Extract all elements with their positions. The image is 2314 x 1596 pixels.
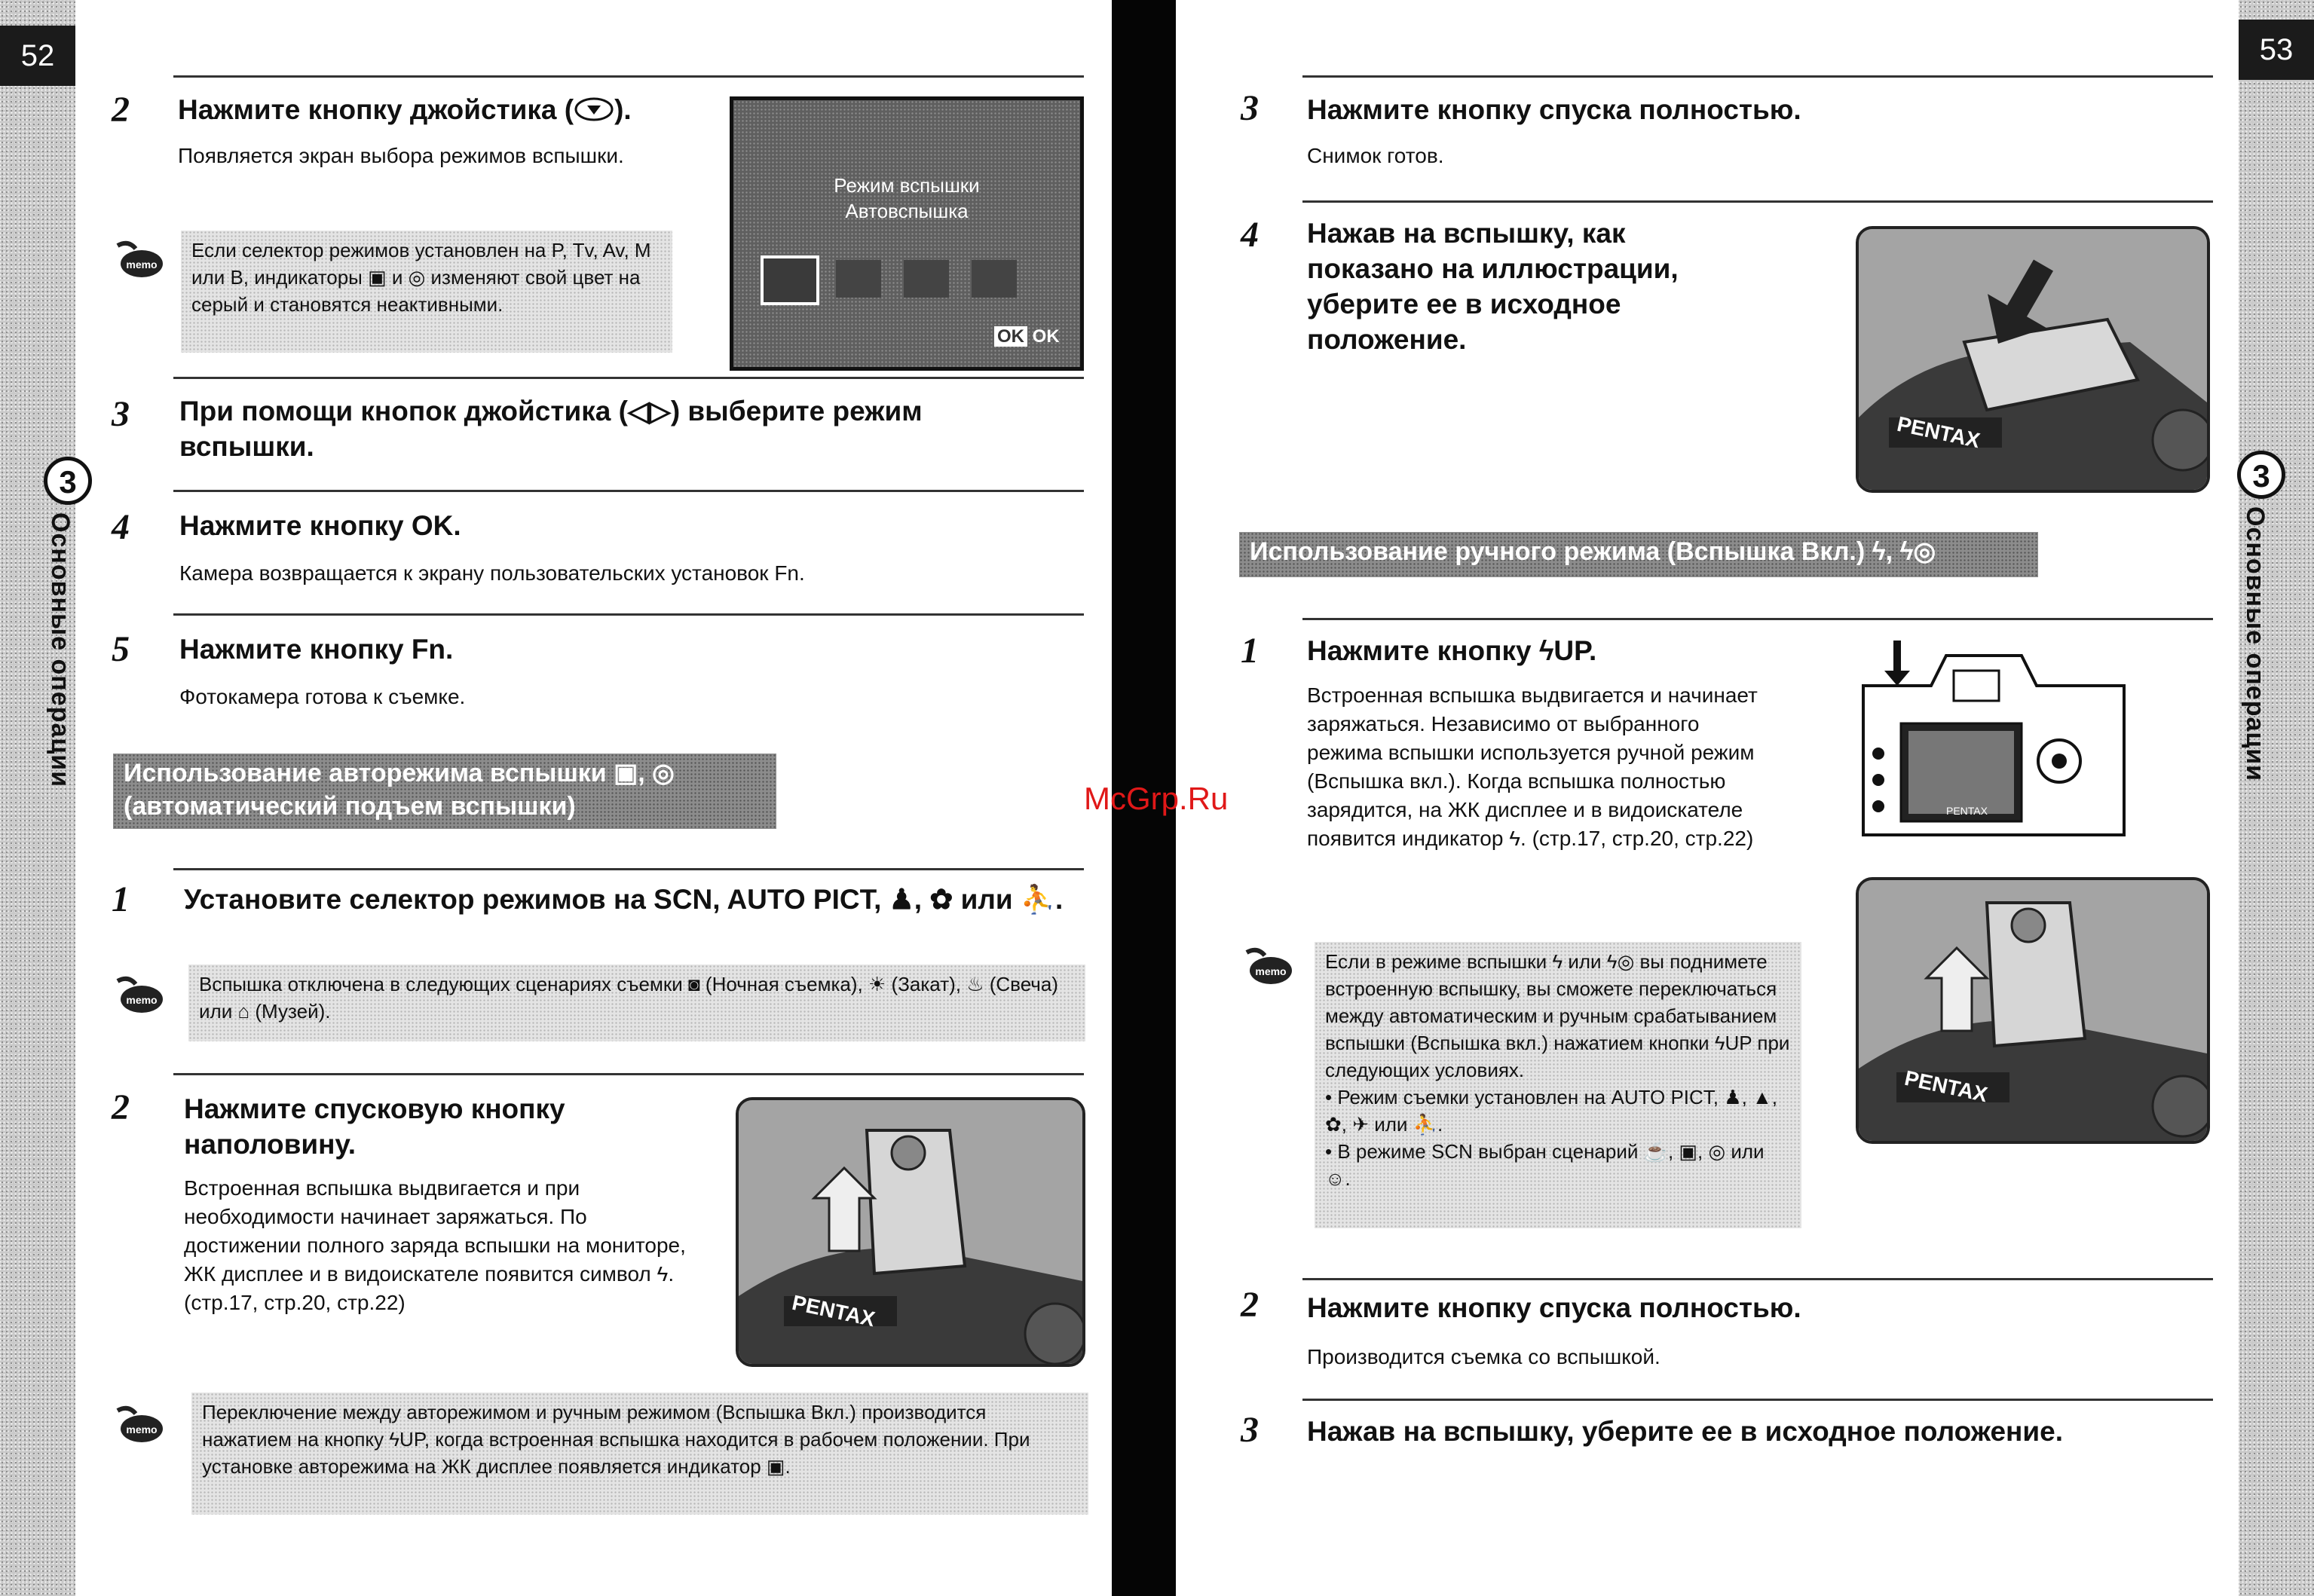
watermark: McGrp.Ru bbox=[1084, 781, 1229, 816]
section-banner: Использование ручного режима (Вспышка Вкл.) ϟ, ϟ◎ bbox=[1239, 532, 2038, 577]
flash-close-illustration bbox=[1859, 229, 2207, 490]
step-body: Появляется экран выбора режимов вспышки. bbox=[178, 144, 624, 167]
step-number: 4 bbox=[112, 507, 130, 547]
memo-box: Если селектор режимов установлен на P, Tv, Av, M или B, индикаторы ▣ и ◎ изменяют свой цвет на серый и становятся неактивными. bbox=[181, 231, 672, 353]
step-number: 2 bbox=[112, 1087, 130, 1127]
step-title: При помощи кнопок джойстика (◁▷) выберите режим вспышки. bbox=[179, 396, 923, 462]
step-title: Установите селектор режимов на SCN, AUTO PICT, ♟, ✿ или ⛹. bbox=[184, 884, 1064, 915]
page-number-right: 53 bbox=[2239, 20, 2314, 80]
lcd-screen bbox=[730, 96, 1084, 371]
flash-popup-illustration bbox=[739, 1100, 1082, 1364]
step-body: Камера возвращается к экрану пользовательских установок Fn. bbox=[179, 561, 805, 585]
camera-back-diagram bbox=[1856, 641, 2132, 842]
step-title: Нажав на вспышку, как показано на иллюстрации, уберите ее в исходное положение. bbox=[1307, 218, 1679, 355]
step-number: 5 bbox=[112, 629, 130, 669]
step-body: Фотокамера готова к съемке. bbox=[179, 685, 466, 708]
flash-push-down-photo bbox=[1856, 226, 2210, 493]
camera-brand-label: PENTAX bbox=[1902, 1066, 1990, 1107]
memo-box: Переключение между авторежимом и ручным режимом (Вспышка Вкл.) производится нажатием на кнопку ϟUP, когда встроенная вспышка находится в рабочем положении. При установке авторежима на ЖК дисплее появляется индикатор ▣. bbox=[191, 1393, 1088, 1515]
step-number: 2 bbox=[1241, 1285, 1259, 1325]
step-title: Нажмите кнопку спуска полностью. bbox=[1307, 94, 1801, 125]
divider bbox=[173, 613, 1084, 616]
step-number: 1 bbox=[112, 879, 130, 919]
step-title: Нажмите кнопку OK. bbox=[179, 510, 461, 541]
memo-text: Если в режиме вспышки ϟ или ϟ◎ вы поднимете встроенную вспышку, вы сможете переключаться между автоматическим и ручным срабатыванием вспышки (Вспышка вкл.) нажатием кнопки ϟUP при следующих условиях. bbox=[1325, 950, 1790, 1081]
flash-popup-illustration bbox=[1859, 880, 2207, 1141]
lcd-title: Режим вспышки bbox=[834, 174, 980, 197]
flash-popup-photo bbox=[1856, 877, 2210, 1144]
svg-text:memo: memo bbox=[1255, 965, 1287, 977]
step-number: 1 bbox=[1241, 631, 1259, 671]
memo-icon bbox=[113, 1403, 166, 1445]
step-body: Производится съемка со вспышкой. bbox=[1307, 1345, 1661, 1368]
step-title: Нажмите кнопку Fn. bbox=[179, 634, 454, 665]
flash-mode-manual-icon[interactable] bbox=[836, 260, 881, 298]
step-body: Встроенная вспышка выдвигается и начинает заряжаться. Независимо от выбранного режима вспышки используется ручной режим (Вспышка вкл.). Когда вспышка полностью зарядится, на ЖК дисплее и в видоискателе появится индикатор ϟ. (стр.17, стр.20, стр.22) bbox=[1307, 683, 1758, 850]
flash-mode-manual-redeye-icon[interactable] bbox=[972, 260, 1017, 298]
step-number: 3 bbox=[1241, 88, 1259, 128]
right-page-edge bbox=[2239, 0, 2314, 1596]
memo-box: Вспышка отключена в следующих сценариях съемки ◙ (Ночная съемка), ☀ (Закат), ♨ (Свеча) или ⌂ (Музей). bbox=[188, 965, 1085, 1041]
camera-back-illustration bbox=[1856, 641, 2132, 842]
step-title: Нажав на вспышку, уберите ее в исходное положение. bbox=[1307, 1416, 2063, 1447]
step-number: 2 bbox=[112, 90, 130, 130]
step-number: 4 bbox=[1241, 215, 1259, 255]
memo-icon bbox=[113, 238, 166, 280]
memo-bullet: • В режиме SCN выбран сценарий ☕, ▣, ◎ или ☺. bbox=[1325, 1140, 1765, 1190]
camera-flash-photo bbox=[736, 1097, 1085, 1367]
divider bbox=[1302, 200, 2213, 203]
step-body: Встроенная вспышка выдвигается и при необходимости начинает заряжаться. По достижении полного заряда вспышки на мониторе, ЖК дисплее и в видоискателе появится символ ϟ. (стр.17, стр.20, стр.22) bbox=[184, 1176, 686, 1314]
left-page-edge bbox=[0, 0, 75, 1596]
camera-brand-label: PENTAX bbox=[1895, 411, 1982, 453]
divider bbox=[173, 868, 1084, 870]
svg-text:memo: memo bbox=[126, 258, 158, 271]
lcd-subtitle: Автовспышка bbox=[845, 200, 969, 222]
divider bbox=[1302, 1278, 2213, 1280]
chapter-badge-right: 3 bbox=[2237, 451, 2285, 499]
step-number: 3 bbox=[1241, 1410, 1259, 1450]
step-title bbox=[178, 92, 632, 127]
flash-mode-auto-icon[interactable] bbox=[761, 255, 819, 305]
chapter-title-left: Основные операции bbox=[46, 512, 75, 788]
step-title-end: ). bbox=[614, 94, 632, 125]
memo-bullet: • Режим съемки установлен на AUTO PICT, ♟, ▲, ✿, ✈ или ⛹. bbox=[1325, 1086, 1777, 1136]
chapter-badge-left: 3 bbox=[44, 457, 92, 505]
section-banner: Использование авторежима вспышки ▣, ◎ (автоматический подъем вспышки) bbox=[113, 754, 776, 829]
step-body: Снимок готов. bbox=[1307, 144, 1444, 167]
camera-brand-label: PENTAX bbox=[790, 1290, 877, 1332]
divider bbox=[1302, 1399, 2213, 1401]
chapter-title-right: Основные операции bbox=[2241, 506, 2270, 782]
divider bbox=[1302, 618, 2213, 620]
step-number: 3 bbox=[112, 394, 130, 434]
camera-brand-label: PENTAX bbox=[1946, 805, 1988, 817]
ok-label: OK bbox=[1032, 326, 1060, 347]
lcd-ok bbox=[994, 326, 1060, 347]
step-title: Нажмите кнопку ϟUP. bbox=[1307, 635, 1597, 666]
step-title: Нажмите кнопку спуска полностью. bbox=[1307, 1292, 1801, 1323]
divider bbox=[173, 1073, 1084, 1075]
divider bbox=[173, 490, 1084, 492]
divider bbox=[1302, 75, 2213, 78]
step-title-text: Нажмите кнопку джойстика ( bbox=[178, 94, 574, 125]
flash-mode-redeye-icon[interactable] bbox=[904, 260, 949, 298]
memo-icon bbox=[1242, 945, 1295, 987]
memo-box bbox=[1315, 942, 1801, 1228]
divider bbox=[173, 377, 1084, 379]
step-title: Нажмите спусковую кнопку наполовину. bbox=[184, 1093, 565, 1160]
joystick-down-icon bbox=[574, 96, 614, 122]
ok-badge: OK bbox=[994, 326, 1027, 347]
svg-text:memo: memo bbox=[126, 994, 158, 1006]
divider bbox=[173, 75, 1084, 78]
memo-icon bbox=[113, 974, 166, 1016]
page-number-left: 52 bbox=[0, 26, 75, 86]
svg-text:memo: memo bbox=[126, 1423, 158, 1435]
